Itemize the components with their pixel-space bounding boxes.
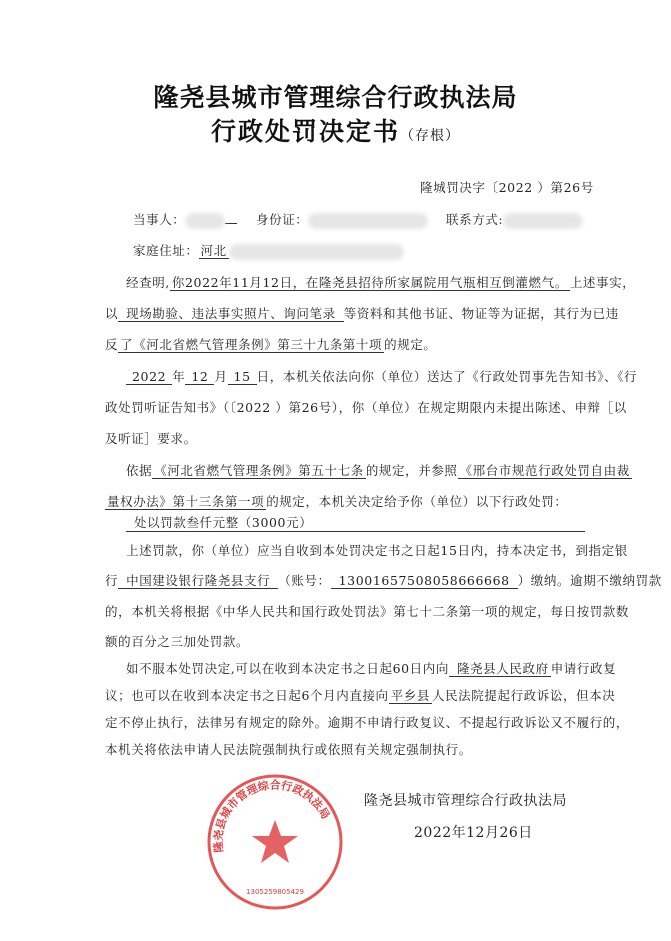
para5-line1: 如不服本处罚决定,可以在收到本决定书之日起60日内向 隆尧县人民政府 申请行政复: [126, 661, 617, 676]
party-address-label: 家庭住址：: [133, 243, 199, 258]
subtitle-note: （存根）: [400, 128, 460, 144]
party-name-label: 当事人：: [133, 212, 186, 227]
redacted-contact: [503, 213, 583, 229]
redacted-name: [185, 213, 225, 229]
address-visible: 河北: [200, 243, 227, 258]
seal-star-icon: [252, 820, 298, 863]
document-subtitle: [0, 112, 671, 148]
party-id: [256, 212, 428, 229]
para3-line2: 量权办法》第十三条第一项 的规定，本机关决定给予你（单位）以下行政处罚：: [107, 494, 568, 509]
penalty-line: 处以罚款叁仟元整（3000元）: [126, 515, 585, 532]
para1-line2: 以 现场勘验、违法事实照片、询问笔录 等资料和其他书证、物证等为证据，其行为已违: [105, 306, 619, 321]
para1-line1: 经查明, 你2022年11月12日，在隆尧县招待所家属院用气瓶相互倒灌燃气。 上述事实，: [126, 275, 636, 290]
party-id-label: 身份证：: [256, 212, 309, 227]
document-title: 隆尧县城市管理综合行政执法局: [153, 83, 518, 112]
para4-line1: 上述罚款，你（单位）应当自收到本处罚决定书之日起15日内，持本决定书，到指定银: [126, 543, 628, 558]
para2-line2: 政处罚听证告知书》（〔2022 ）第26号），你（单位）在规定期限内未提出陈述、申辩［以: [105, 400, 627, 415]
party-name: [133, 212, 237, 229]
doc-number: 隆城罚决字〔2022 ）第26号: [420, 180, 594, 195]
para5-line3: 定不停止执行，法律另有规定的除外。逾期不申请行政复议、不提起行政诉讼又不履行的，: [105, 715, 630, 730]
party-contact-label: 联系方式:: [446, 212, 504, 227]
party-address: [133, 243, 404, 260]
para2-line1: 2022 年 12 月 15 日，本机关依法向你（单位）送达了《行政处罚事先告知书》、《行: [126, 369, 637, 385]
redacted-address: [229, 244, 404, 260]
official-seal: [205, 772, 345, 912]
para4-line2: 行 中国建设银行隆尧县支行 （账号： 13001657508058666668 ）缴纳。逾期不缴纳罚款: [105, 573, 662, 588]
para3-line1: 依据 《河北省燃气管理条例》第五十七条 的规定，并参照 《邢台市规范行政处罚自由裁: [126, 463, 630, 478]
signature-date: 2022年12月26日: [414, 825, 533, 841]
subtitle-text: 行政处罚决定书: [210, 117, 400, 146]
para1-line3: 反 了《河北省燃气管理条例》第三十九条第十项 的规定。: [105, 337, 437, 352]
seal-text: 隆尧县城市管理综合行政执法局: [211, 778, 333, 854]
para5-line2: 议；也可以在收到本决定书之日起6个月内直接向 平乡县 人民法院提起行政诉讼，但本决: [105, 688, 616, 703]
para2-line3: 及听证］要求。: [105, 431, 197, 446]
seal-code: 1305259805429: [246, 888, 304, 896]
para4-line4: 额的百分之三加处罚款。: [105, 634, 250, 649]
para4-line3: 的，本机关将根据《中华人民共和国行政处罚法》第七十二条第一项的规定，每日按罚款数: [105, 604, 630, 619]
party-contact: [446, 212, 583, 229]
para5-line4: 本机关将依法申请人民法院强制执行或依照有关规定强制执行。: [105, 742, 472, 757]
redacted-id: [308, 213, 428, 229]
signature-org: 隆尧县城市管理综合行政执法局: [364, 793, 567, 809]
